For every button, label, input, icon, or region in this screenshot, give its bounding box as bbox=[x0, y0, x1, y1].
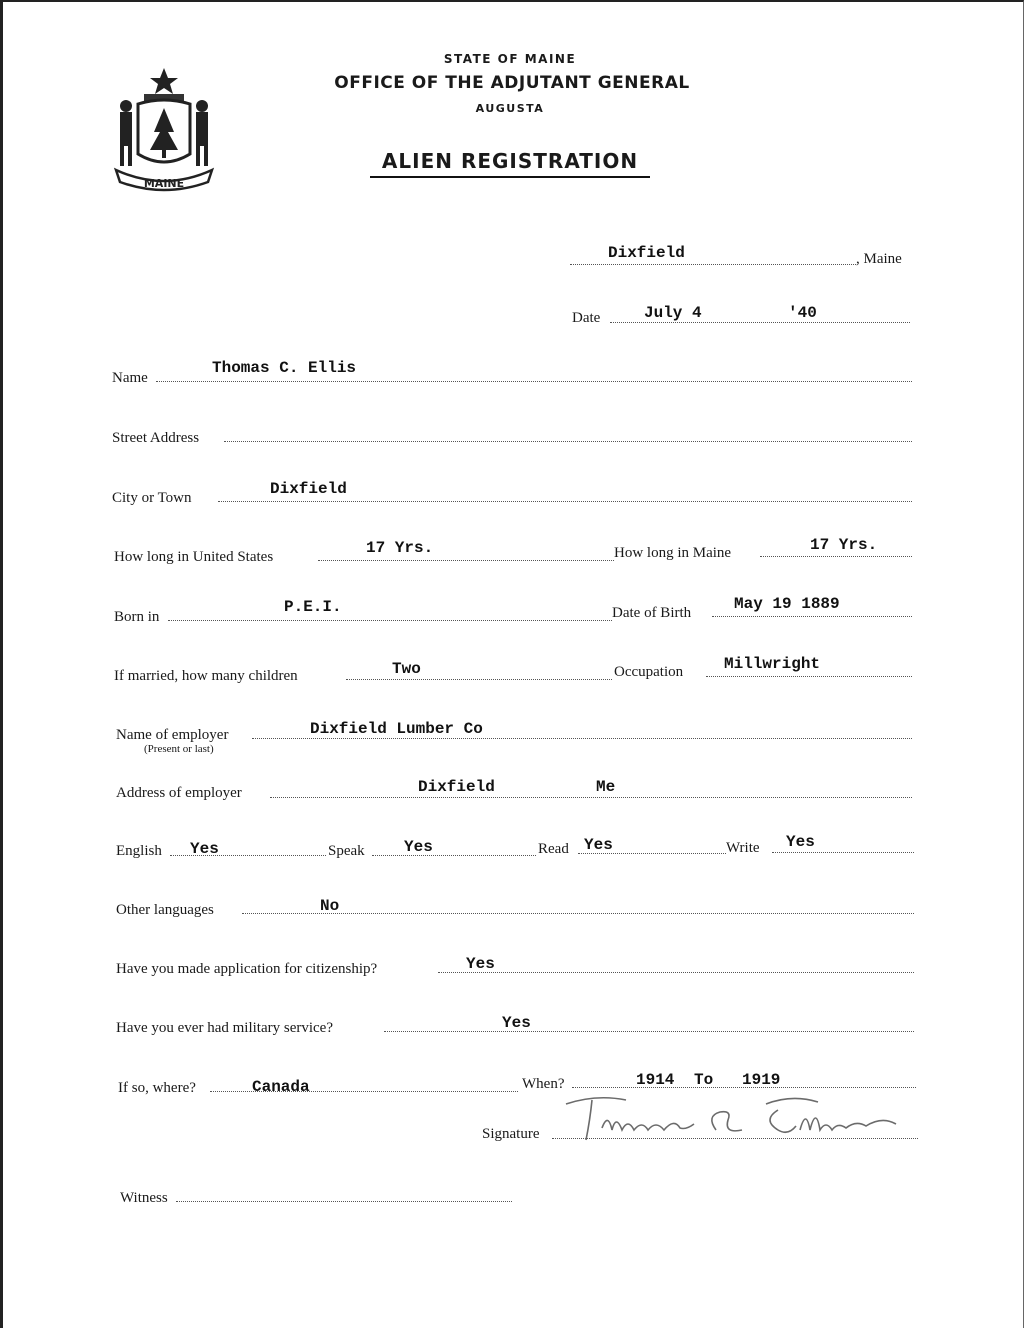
how-long-maine-value: 17 Yrs. bbox=[810, 536, 878, 554]
employer-line bbox=[252, 738, 912, 739]
english-value: Yes bbox=[190, 840, 219, 858]
employer-address-line bbox=[270, 797, 912, 798]
how-long-maine-label: How long in Maine bbox=[614, 545, 732, 561]
children-value: Two bbox=[392, 660, 421, 678]
dob-value: May 19 1889 bbox=[734, 595, 840, 613]
occupation-line bbox=[706, 676, 912, 677]
speak-line bbox=[372, 855, 536, 856]
dob-line bbox=[712, 616, 912, 617]
date-year: '40 bbox=[788, 304, 817, 322]
other-languages-line bbox=[242, 913, 914, 914]
name-label: Name bbox=[112, 370, 148, 386]
children-line bbox=[346, 679, 612, 680]
where-label: If so, where? bbox=[118, 1080, 196, 1096]
when-to: 1919 bbox=[742, 1071, 781, 1089]
how-long-maine-line bbox=[760, 556, 912, 557]
write-label: Write bbox=[726, 840, 760, 856]
witness-line bbox=[176, 1201, 512, 1202]
header-office: OFFICE OF THE ADJUTANT GENERAL bbox=[334, 73, 690, 93]
employer-address-city: Dixfield bbox=[418, 778, 495, 796]
read-value: Yes bbox=[584, 836, 613, 854]
citizenship-label: Have you made application for citizenship? bbox=[116, 961, 378, 977]
employer-address-state: Me bbox=[596, 778, 616, 796]
city-value: Dixfield bbox=[270, 480, 347, 498]
military-value: Yes bbox=[502, 1014, 531, 1032]
employer-sublabel: (Present or last) bbox=[144, 743, 214, 755]
english-label: English bbox=[116, 843, 162, 859]
born-in-line bbox=[168, 620, 612, 621]
write-line bbox=[772, 852, 914, 853]
how-long-us-label: How long in United States bbox=[114, 549, 274, 565]
write-value: Yes bbox=[786, 833, 815, 851]
title-underline bbox=[370, 176, 650, 178]
name-line bbox=[156, 381, 912, 382]
witness-label: Witness bbox=[120, 1190, 168, 1206]
born-in-label: Born in bbox=[114, 609, 160, 625]
city-label: City or Town bbox=[112, 490, 192, 506]
name-value: Thomas C. Ellis bbox=[212, 359, 357, 377]
born-in-value: P.E.I. bbox=[284, 598, 342, 616]
date-value: July 4 bbox=[644, 304, 702, 322]
citizenship-line bbox=[438, 972, 914, 973]
citizenship-value: Yes bbox=[466, 955, 495, 973]
form-title: ALIEN REGISTRATION bbox=[381, 149, 639, 173]
other-languages-value: No bbox=[320, 897, 340, 915]
speak-label: Speak bbox=[328, 843, 365, 859]
town-line bbox=[570, 264, 856, 265]
when-label: When? bbox=[522, 1076, 565, 1092]
other-languages-label: Other languages bbox=[116, 902, 214, 918]
where-value: Canada bbox=[252, 1078, 310, 1096]
handwritten-signature bbox=[556, 1090, 916, 1150]
maine-label: , Maine bbox=[856, 251, 902, 267]
date-line bbox=[610, 322, 910, 323]
seal-banner-text: MAINE bbox=[143, 177, 185, 190]
when-from: 1914 bbox=[636, 1071, 675, 1089]
speak-value: Yes bbox=[404, 838, 433, 856]
employer-value: Dixfield Lumber Co bbox=[310, 720, 483, 738]
how-long-us-value: 17 Yrs. bbox=[366, 539, 434, 557]
dob-label: Date of Birth bbox=[612, 605, 692, 621]
header-city: AUGUSTA bbox=[475, 102, 545, 115]
read-label: Read bbox=[538, 841, 569, 857]
children-label: If married, how many children bbox=[114, 668, 298, 684]
how-long-us-line bbox=[318, 560, 614, 561]
occupation-value: Millwright bbox=[724, 655, 821, 673]
occupation-label: Occupation bbox=[614, 664, 684, 680]
street-label: Street Address bbox=[112, 430, 200, 446]
when-to-word: To bbox=[694, 1071, 714, 1089]
employer-address-label: Address of employer bbox=[116, 785, 242, 801]
city-line bbox=[218, 501, 912, 502]
signature-label: Signature bbox=[482, 1126, 540, 1142]
street-line bbox=[224, 441, 912, 442]
employer-label: Name of employer bbox=[116, 727, 229, 743]
date-label: Date bbox=[572, 310, 601, 326]
header-state: STATE OF MAINE bbox=[443, 52, 577, 66]
military-line bbox=[384, 1031, 914, 1032]
military-label: Have you ever had military service? bbox=[116, 1020, 333, 1036]
town-value: Dixfield bbox=[608, 244, 685, 262]
